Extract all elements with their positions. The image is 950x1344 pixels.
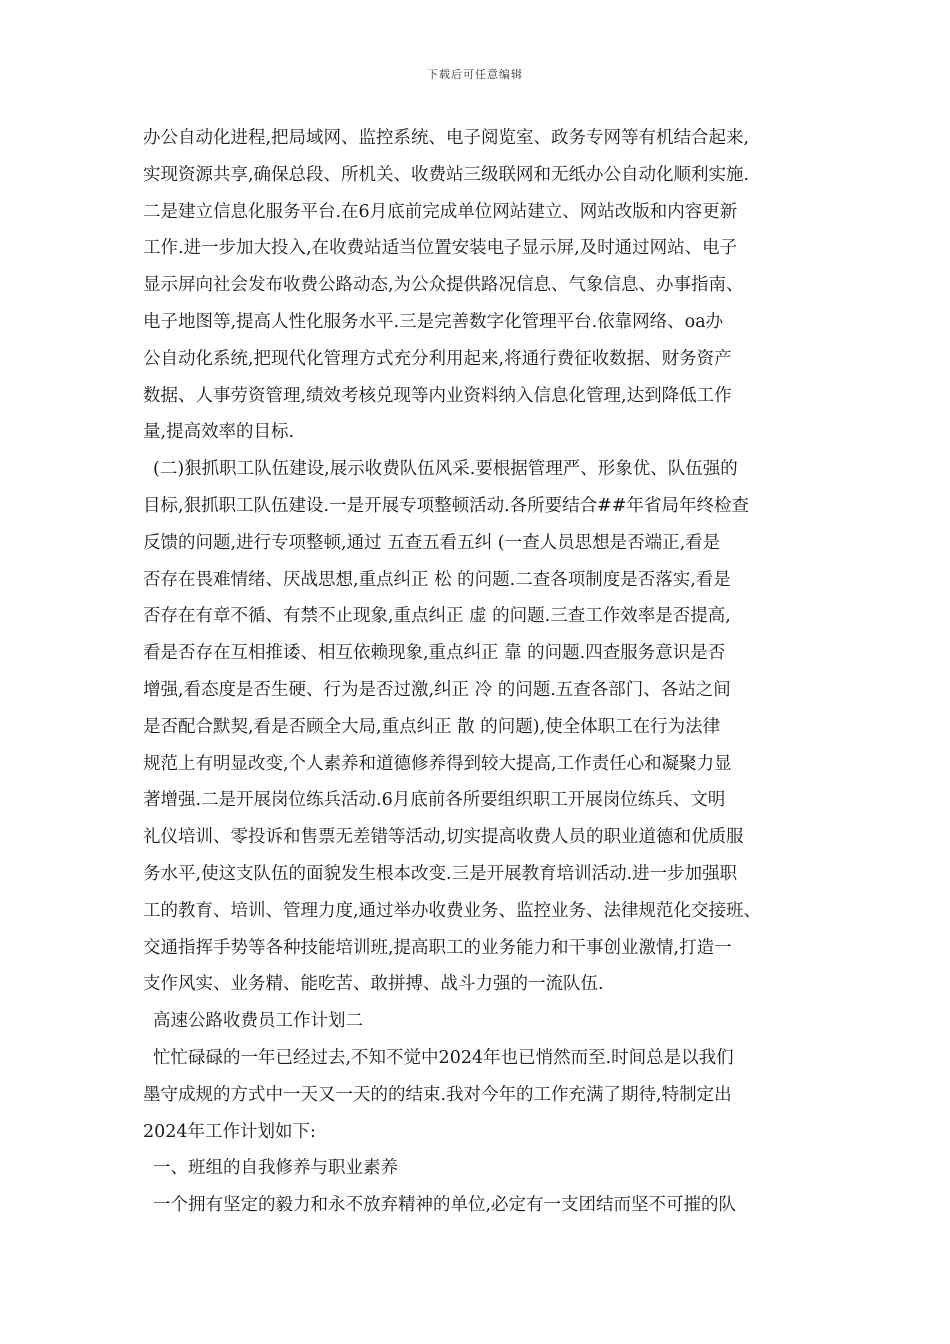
text-line: 电子地图等,提高人性化服务水平.三是完善数字化管理平台.依靠网络、oa办 <box>143 311 724 332</box>
text-line: 2024年工作计划如下: <box>143 1121 316 1142</box>
text-line: 交通指挥手势等各种技能培训班,提高职工的业务能力和干事创业激情,打造一 <box>143 937 732 958</box>
text-line: 反馈的问题,进行专项整顿,通过 五查五看五纠 (一查人员思想是否端正,看是 <box>143 532 721 553</box>
text-line: 工作.进一步加大投入,在收费站适当位置安装电子显示屏,及时通过网站、电子 <box>143 238 738 259</box>
text-line: 工的教育、培训、管理力度,通过举办收费业务、监控业务、法律规范化交接班、 <box>143 900 762 921</box>
text-line: (二)狠抓职工队伍建设,展示收费队伍风采.要根据管理严、形象优、队伍强的 <box>153 459 738 480</box>
text-line: 一、班组的自我修养与职业素养 <box>153 1158 398 1179</box>
text-line: 实现资源共享,确保总段、所机关、收费站三级联网和无纸办公自动化顺利实施. <box>143 164 750 185</box>
text-line: 看是否存在互相推诿、相互依赖现象,重点纠正 靠 的问题.四查服务意识是否 <box>143 643 726 664</box>
text-line: 目标,狠抓职工队伍建设.一是开展专项整顿活动.各所要结合##年省局年终检查 <box>143 495 750 516</box>
text-line: 增强,看态度是否生硬、行为是否过激,纠正 冷 的问题.五查各部门、各站之间 <box>143 679 731 700</box>
text-line: 忙忙碌碌的一年已经过去,不知不觉中2024年也已悄然而至.时间总是以我们 <box>153 1047 734 1068</box>
text-line: 务水平,使这支队伍的面貌发生根本改变.三是开展教育培训活动.进一步加强职 <box>143 863 738 884</box>
text-line: 办公自动化进程,把局域网、监控系统、电子阅览室、政务专网等有机结合起来, <box>143 128 750 148</box>
text-line: 公自动化系统,把现代化管理方式充分利用起来,将通行费征收数据、财务资产 <box>143 348 732 369</box>
text-line: 是否配合默契,看是否顾全大局,重点纠正 散 的问题),使全体职工在行为法律 <box>143 716 721 737</box>
text-line: 数据、人事劳资管理,绩效考核兑现等内业资料纳入信息化管理,达到降低工作 <box>143 385 732 406</box>
text-line: 高速公路收费员工作计划二 <box>153 1011 363 1032</box>
text-line: 礼仪培训、零投诉和售票无差错等活动,切实提高收费人员的职业道德和优质服 <box>143 827 744 848</box>
text-line: 规范上有明显改变,个人素养和道德修养得到较大提高,工作责任心和凝聚力显 <box>143 753 732 774</box>
text-line: 否存在有章不循、有禁不止现象,重点纠正 虚 的问题.三查工作效率是否提高, <box>143 606 731 627</box>
page-header: 下载后可任意编辑 <box>427 68 523 81</box>
text-line: 著增强.二是开展岗位练兵活动.6月底前各所要组织职工开展岗位练兵、文明 <box>143 790 726 811</box>
text-line: 量,提高效率的目标. <box>143 422 295 443</box>
text-line: 墨守成规的方式中一天又一天的的结束.我对今年的工作充满了期待,特制定出 <box>143 1084 732 1105</box>
text-line: 否存在畏难情绪、厌战思想,重点纠正 松 的问题.二查各项制度是否落实,看是 <box>143 569 731 590</box>
text-line: 一个拥有坚定的毅力和永不放弃精神的单位,必定有一支团结而坚不可摧的队 <box>153 1195 737 1216</box>
text-line: 支作风实、业务精、能吃苦、敢拼搏、战斗力强的一流队伍. <box>143 974 604 995</box>
document-body <box>143 120 819 1224</box>
text-line: 显示屏向社会发布收费公路动态,为公众提供路况信息、气象信息、办事指南、 <box>143 275 744 296</box>
text-line: 二是建立信息化服务平台.在6月底前完成单位网站建立、网站改版和内容更新 <box>143 201 738 222</box>
